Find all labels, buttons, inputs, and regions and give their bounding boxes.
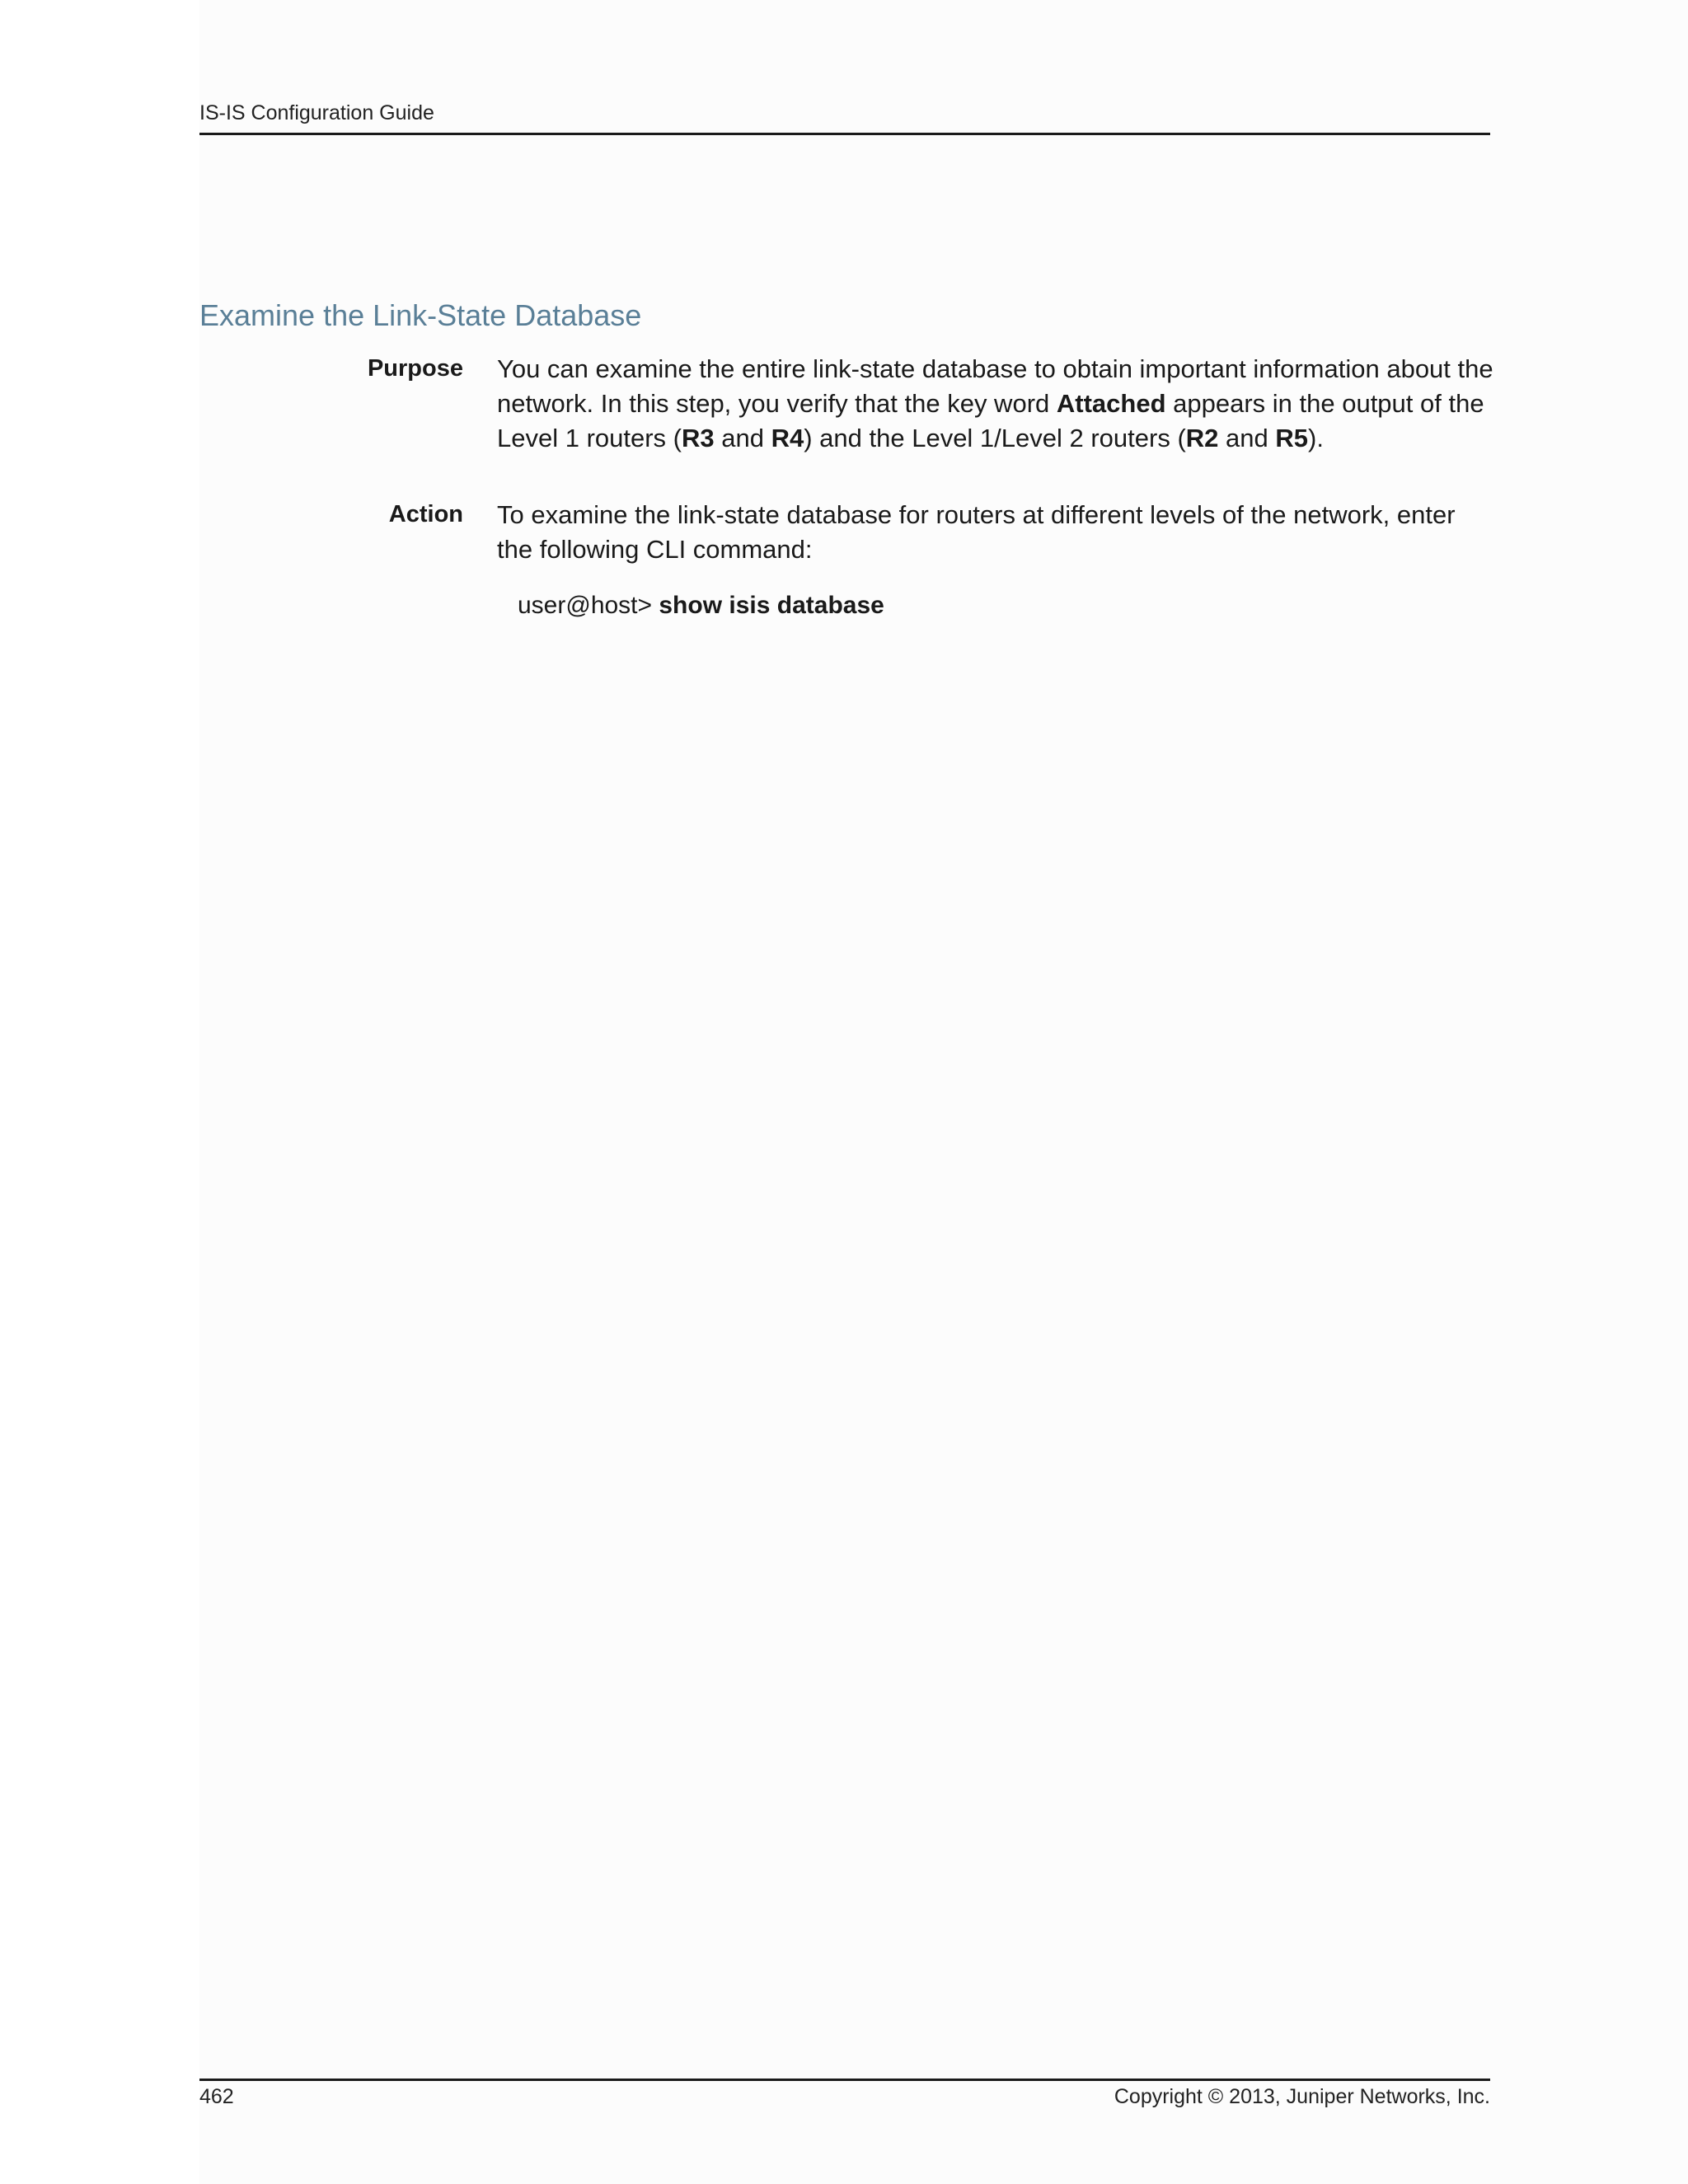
purpose-label: Purpose [367, 355, 463, 382]
purpose-text-part-1: You can examine the entire link-state database to obtain important information about the network. In this step, you verify that the key word [497, 354, 1493, 418]
router-r3: R3 [682, 424, 715, 452]
footer-divider [199, 2079, 1490, 2081]
purpose-and-2: and [1218, 424, 1276, 452]
purpose-text-part-4: ). [1308, 424, 1324, 452]
purpose-text-part-2: appears in the output of the Level 1 routers ( [497, 389, 1484, 452]
purpose-text [497, 352, 1494, 456]
router-r2: R2 [1185, 424, 1219, 452]
header-divider [199, 133, 1490, 135]
cli-command: show isis database [659, 592, 884, 619]
section-title: Examine the Link-State Database [199, 298, 642, 332]
action-label: Action [388, 501, 463, 527]
cli-command-line [518, 592, 884, 620]
copyright-notice: Copyright © 2013, Juniper Networks, Inc. [1114, 2085, 1490, 2108]
cli-prompt: user@host> [518, 592, 659, 619]
running-header: IS-IS Configuration Guide [199, 101, 434, 124]
purpose-and-1: and [714, 424, 771, 452]
action-text: To examine the link-state database for routers at different levels of the network, enter the following CLI command: [497, 500, 1456, 564]
page-number: 462 [199, 2085, 234, 2108]
purpose-text-part-3: ) and the Level 1/Level 2 routers ( [804, 424, 1186, 452]
keyword-attached: Attached [1056, 389, 1166, 418]
router-r4: R4 [771, 424, 804, 452]
router-r5: R5 [1275, 424, 1309, 452]
